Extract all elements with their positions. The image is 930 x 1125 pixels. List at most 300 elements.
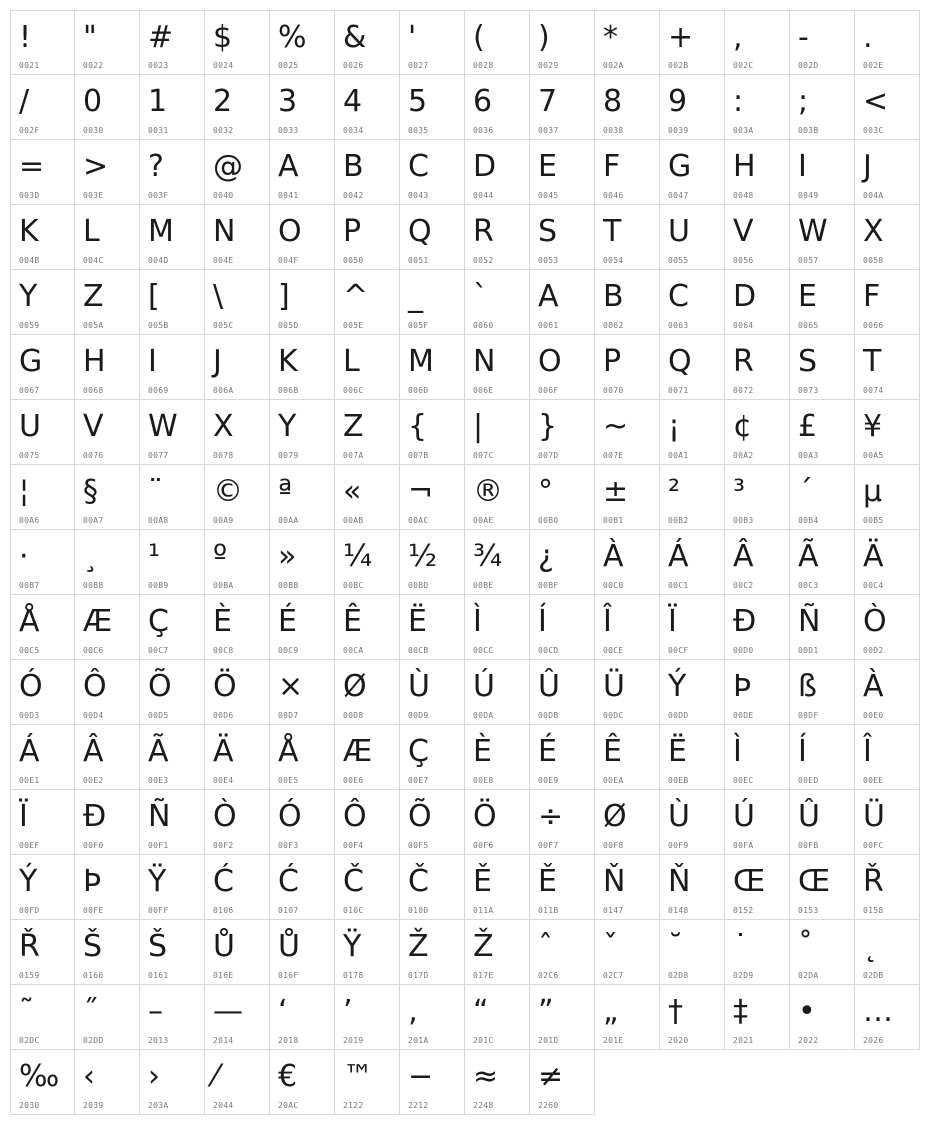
glyph-char: V — [733, 214, 754, 249]
glyph-codepoint: 016E — [213, 971, 234, 980]
glyph-cell — [530, 205, 595, 270]
glyph-cell — [270, 790, 335, 855]
glyph-codepoint: 010D — [408, 906, 429, 915]
glyph-char: Ã — [798, 539, 819, 574]
glyph-char: Â — [83, 734, 104, 769]
glyph-codepoint: 0106 — [213, 906, 234, 915]
glyph-char: T — [603, 214, 622, 249]
glyph-cell — [465, 465, 530, 530]
glyph-cell — [855, 335, 920, 400]
glyph-char: Ý — [19, 864, 38, 899]
glyph-codepoint: 002F — [19, 126, 40, 135]
glyph-codepoint: 00BE — [473, 581, 494, 590]
glyph-cell — [205, 270, 270, 335]
glyph-cell — [140, 790, 205, 855]
glyph-cell — [400, 400, 465, 465]
glyph-char: Ř — [19, 929, 40, 964]
glyph-char: Í — [538, 604, 547, 639]
glyph-cell — [140, 660, 205, 725]
glyph-cell — [270, 400, 335, 465]
glyph-codepoint: 0074 — [863, 386, 884, 395]
glyph-codepoint: 2019 — [343, 1036, 364, 1045]
glyph-codepoint: 0058 — [863, 256, 884, 265]
glyph-codepoint: 00AC — [408, 516, 429, 525]
glyph-char: ˛ — [863, 929, 878, 964]
glyph-char: S — [798, 344, 818, 379]
glyph-cell — [10, 10, 75, 75]
glyph-cell — [140, 335, 205, 400]
glyph-cell — [725, 790, 790, 855]
glyph-cell — [270, 465, 335, 530]
glyph-char: Ó — [19, 669, 43, 704]
glyph-char: ⁄ — [213, 1059, 219, 1094]
glyph-char: * — [603, 20, 618, 55]
glyph-cell — [660, 595, 725, 660]
glyph-char: W — [148, 409, 178, 444]
glyph-char: U — [668, 214, 690, 249]
glyph-cell — [595, 985, 660, 1050]
glyph-char: F — [863, 279, 881, 314]
glyph-codepoint: 0158 — [863, 906, 884, 915]
glyph-codepoint: 00DF — [798, 711, 819, 720]
glyph-cell — [465, 595, 530, 660]
glyph-char: Ú — [733, 799, 755, 834]
glyph-char: [ — [148, 279, 160, 314]
glyph-char: Ò — [863, 604, 887, 639]
glyph-cell — [790, 335, 855, 400]
glyph-cell — [270, 75, 335, 140]
glyph-char: © — [213, 474, 243, 509]
glyph-char: Ë — [408, 604, 427, 639]
glyph-codepoint: 00F6 — [473, 841, 494, 850]
glyph-codepoint: 00C3 — [798, 581, 819, 590]
glyph-cell — [465, 140, 530, 205]
glyph-char: ˝ — [83, 994, 98, 1029]
glyph-codepoint: 0079 — [278, 451, 299, 460]
glyph-char: Ě — [473, 864, 492, 899]
glyph-codepoint: 00FB — [798, 841, 819, 850]
glyph-char: A — [538, 279, 559, 314]
glyph-char: « — [343, 474, 362, 509]
glyph-cell — [400, 205, 465, 270]
glyph-char: Đ — [733, 604, 757, 639]
glyph-codepoint: 00E0 — [863, 711, 884, 720]
glyph-cell — [270, 725, 335, 790]
glyph-char: † — [668, 994, 683, 1029]
glyph-cell — [270, 205, 335, 270]
glyph-codepoint: 0023 — [148, 61, 169, 70]
glyph-char: M — [148, 214, 174, 249]
glyph-char: C — [408, 149, 429, 184]
glyph-cell — [790, 10, 855, 75]
glyph-codepoint: 203A — [148, 1101, 169, 1110]
glyph-cell — [725, 595, 790, 660]
glyph-cell — [725, 140, 790, 205]
glyph-cell — [270, 270, 335, 335]
glyph-codepoint: 0062 — [603, 321, 624, 330]
glyph-cell — [595, 400, 660, 465]
glyph-char: % — [278, 20, 307, 55]
glyph-char: Ô — [83, 669, 107, 704]
glyph-char: Ò — [213, 799, 237, 834]
glyph-cell — [75, 725, 140, 790]
glyph-char: ˚ — [798, 929, 813, 964]
glyph-cell — [75, 530, 140, 595]
glyph-cell — [790, 530, 855, 595]
glyph-cell — [595, 335, 660, 400]
glyph-char: Ô — [343, 799, 367, 834]
glyph-char: D — [733, 279, 757, 314]
glyph-codepoint: 0027 — [408, 61, 429, 70]
glyph-codepoint: 0153 — [798, 906, 819, 915]
glyph-cell — [595, 790, 660, 855]
glyph-char: 7 — [538, 84, 558, 119]
glyph-char: _ — [408, 279, 423, 314]
glyph-codepoint: 0068 — [83, 386, 104, 395]
glyph-codepoint: 00E3 — [148, 776, 169, 785]
glyph-codepoint: 0078 — [213, 451, 234, 460]
glyph-char: ( — [473, 20, 485, 55]
glyph-codepoint: 0071 — [668, 386, 689, 395]
glyph-cell — [725, 725, 790, 790]
glyph-codepoint: 00B8 — [83, 581, 104, 590]
glyph-char: L — [83, 214, 100, 249]
glyph-codepoint: 00CE — [603, 646, 624, 655]
glyph-codepoint: 00AB — [343, 516, 364, 525]
glyph-cell — [855, 400, 920, 465]
glyph-cell — [660, 465, 725, 530]
glyph-cell — [270, 140, 335, 205]
glyph-cell — [660, 400, 725, 465]
glyph-codepoint: 017D — [408, 971, 429, 980]
glyph-char: 2 — [213, 84, 233, 119]
glyph-char: ~ — [603, 409, 629, 444]
glyph-codepoint: 004F — [278, 256, 299, 265]
glyph-cell — [75, 400, 140, 465]
glyph-char: Š — [83, 929, 103, 964]
glyph-char: E — [798, 279, 817, 314]
glyph-cell — [270, 855, 335, 920]
glyph-cell — [790, 920, 855, 985]
glyph-char: Ì — [473, 604, 482, 639]
glyph-cell — [530, 790, 595, 855]
glyph-cell — [10, 1050, 75, 1115]
glyph-cell — [660, 205, 725, 270]
glyph-codepoint: 00D9 — [408, 711, 429, 720]
glyph-codepoint: 2122 — [343, 1101, 364, 1110]
glyph-codepoint: 2212 — [408, 1101, 429, 1110]
glyph-cell — [400, 1050, 465, 1115]
glyph-codepoint: 00BC — [343, 581, 364, 590]
glyph-codepoint: 0073 — [798, 386, 819, 395]
glyph-codepoint: 003D — [19, 191, 40, 200]
glyph-char: ± — [603, 474, 629, 509]
glyph-cell — [75, 75, 140, 140]
glyph-char: Æ — [343, 734, 373, 769]
glyph-codepoint: 02D8 — [668, 971, 689, 980]
glyph-codepoint: 00F8 — [603, 841, 624, 850]
glyph-char: Y — [278, 409, 297, 444]
glyph-char: … — [863, 994, 893, 1029]
glyph-codepoint: 00B4 — [798, 516, 819, 525]
glyph-char: Z — [83, 279, 104, 314]
glyph-char: Õ — [148, 669, 172, 704]
glyph-cell — [140, 920, 205, 985]
glyph-codepoint: 011B — [538, 906, 559, 915]
glyph-char: Ï — [668, 604, 677, 639]
glyph-cell — [465, 530, 530, 595]
glyph-cell — [270, 10, 335, 75]
glyph-codepoint: 00DD — [668, 711, 689, 720]
glyph-cell — [205, 595, 270, 660]
glyph-char: ¦ — [19, 474, 30, 509]
glyph-codepoint: 016F — [278, 971, 299, 980]
glyph-cell — [530, 920, 595, 985]
glyph-cell — [855, 205, 920, 270]
glyph-codepoint: 006D — [408, 386, 429, 395]
glyph-cell — [725, 400, 790, 465]
glyph-codepoint: 003A — [733, 126, 754, 135]
glyph-char: ! — [19, 20, 32, 55]
glyph-char: À — [603, 539, 624, 574]
glyph-cell — [400, 335, 465, 400]
glyph-cell — [205, 660, 270, 725]
glyph-codepoint: 0159 — [19, 971, 40, 980]
glyph-codepoint: 0055 — [668, 256, 689, 265]
glyph-cell — [335, 855, 400, 920]
glyph-codepoint: 2030 — [19, 1101, 40, 1110]
glyph-codepoint: 20AC — [278, 1101, 299, 1110]
glyph-cell — [660, 10, 725, 75]
glyph-char: Š — [148, 929, 168, 964]
glyph-codepoint: 007D — [538, 451, 559, 460]
glyph-char: B — [343, 149, 364, 184]
glyph-codepoint: 00F2 — [213, 841, 234, 850]
glyph-codepoint: 00EC — [733, 776, 754, 785]
glyph-codepoint: 00D1 — [798, 646, 819, 655]
glyph-codepoint: 002E — [863, 61, 884, 70]
glyph-char: Û — [798, 799, 820, 834]
glyph-char: ˜ — [19, 994, 34, 1029]
glyph-char: ‡ — [733, 994, 748, 1029]
glyph-char: ¨ — [148, 474, 163, 509]
glyph-char: Í — [798, 734, 807, 769]
glyph-char: „ — [603, 994, 619, 1029]
glyph-codepoint: 0152 — [733, 906, 754, 915]
glyph-cell — [660, 920, 725, 985]
glyph-codepoint: 0049 — [798, 191, 819, 200]
glyph-codepoint: 00E5 — [278, 776, 299, 785]
glyph-grid — [10, 10, 920, 1115]
glyph-cell — [855, 530, 920, 595]
glyph-codepoint: 0028 — [473, 61, 494, 70]
glyph-cell — [530, 530, 595, 595]
glyph-char: ª — [278, 474, 293, 509]
glyph-char: H — [733, 149, 756, 184]
glyph-codepoint: 00BA — [213, 581, 234, 590]
glyph-cell — [205, 400, 270, 465]
glyph-char: & — [343, 20, 367, 55]
glyph-char: ¥ — [863, 409, 883, 444]
glyph-char: ÷ — [538, 799, 564, 834]
glyph-char: X — [213, 409, 234, 444]
glyph-codepoint: 00B9 — [148, 581, 169, 590]
glyph-char: Đ — [83, 799, 107, 834]
glyph-cell — [335, 400, 400, 465]
glyph-cell — [400, 140, 465, 205]
glyph-char: Þ — [733, 669, 752, 704]
glyph-char: ¡ — [668, 409, 681, 444]
glyph-char: N — [213, 214, 236, 249]
glyph-codepoint: 00E8 — [473, 776, 494, 785]
glyph-codepoint: 00F5 — [408, 841, 429, 850]
glyph-codepoint: 00C2 — [733, 581, 754, 590]
glyph-cell — [10, 790, 75, 855]
glyph-codepoint: 0056 — [733, 256, 754, 265]
glyph-char: Þ — [83, 864, 102, 899]
glyph-char: > — [83, 149, 109, 184]
glyph-cell — [400, 75, 465, 140]
glyph-char: Á — [19, 734, 40, 769]
glyph-char: # — [148, 20, 174, 55]
glyph-cell — [790, 985, 855, 1050]
glyph-codepoint: 00B7 — [19, 581, 40, 590]
glyph-char: Ù — [668, 799, 690, 834]
glyph-char: ^ — [343, 279, 369, 314]
glyph-codepoint: 011A — [473, 906, 494, 915]
glyph-cell — [530, 985, 595, 1050]
glyph-codepoint: 00EA — [603, 776, 624, 785]
glyph-char: À — [863, 669, 884, 704]
glyph-codepoint: 004B — [19, 256, 40, 265]
glyph-cell — [595, 10, 660, 75]
glyph-cell — [140, 75, 205, 140]
glyph-codepoint: 0148 — [668, 906, 689, 915]
glyph-cell — [725, 335, 790, 400]
glyph-char: B — [603, 279, 624, 314]
glyph-codepoint: 0060 — [473, 321, 494, 330]
glyph-char: Ä — [213, 734, 234, 769]
glyph-codepoint: 002C — [733, 61, 754, 70]
glyph-codepoint: 0065 — [798, 321, 819, 330]
glyph-codepoint: 0030 — [83, 126, 104, 135]
glyph-codepoint: 0042 — [343, 191, 364, 200]
glyph-cell — [790, 270, 855, 335]
glyph-cell — [530, 660, 595, 725]
glyph-char: ] — [278, 279, 290, 314]
glyph-codepoint: 0147 — [603, 906, 624, 915]
glyph-cell — [660, 660, 725, 725]
glyph-cell — [75, 1050, 140, 1115]
glyph-cell — [855, 660, 920, 725]
glyph-char: É — [538, 734, 557, 769]
glyph-codepoint: 00B5 — [863, 516, 884, 525]
glyph-codepoint: 0022 — [83, 61, 104, 70]
glyph-cell — [465, 725, 530, 790]
glyph-codepoint: 00A2 — [733, 451, 754, 460]
glyph-char: Ç — [408, 734, 429, 769]
glyph-codepoint: 0037 — [538, 126, 559, 135]
glyph-char: G — [668, 149, 692, 184]
glyph-cell — [140, 140, 205, 205]
glyph-char: , — [733, 20, 743, 55]
glyph-codepoint: 005D — [278, 321, 299, 330]
glyph-codepoint: 00B2 — [668, 516, 689, 525]
glyph-cell — [335, 270, 400, 335]
glyph-char: R — [733, 344, 754, 379]
glyph-cell — [855, 140, 920, 205]
glyph-codepoint: 00A9 — [213, 516, 234, 525]
glyph-char: ¬ — [408, 474, 434, 509]
glyph-cell — [660, 855, 725, 920]
glyph-char: Ÿ — [148, 864, 167, 899]
glyph-char: µ — [863, 474, 883, 509]
glyph-char: ? — [148, 149, 164, 184]
glyph-char: ¿ — [538, 539, 554, 574]
glyph-codepoint: 002B — [668, 61, 689, 70]
glyph-cell — [530, 595, 595, 660]
glyph-char: É — [278, 604, 297, 639]
glyph-char: Ň — [668, 864, 691, 899]
glyph-cell — [725, 530, 790, 595]
glyph-cell — [855, 985, 920, 1050]
glyph-cell — [465, 790, 530, 855]
glyph-char: ˇ — [603, 929, 618, 964]
glyph-cell — [205, 335, 270, 400]
glyph-codepoint: 00A8 — [148, 516, 169, 525]
glyph-cell — [465, 985, 530, 1050]
glyph-codepoint: 0046 — [603, 191, 624, 200]
glyph-cell — [400, 10, 465, 75]
glyph-codepoint: 00C6 — [83, 646, 104, 655]
glyph-cell — [595, 465, 660, 530]
glyph-cell — [75, 140, 140, 205]
glyph-cell — [725, 270, 790, 335]
glyph-codepoint: 0053 — [538, 256, 559, 265]
glyph-char: Å — [278, 734, 299, 769]
glyph-codepoint: 0021 — [19, 61, 40, 70]
glyph-codepoint: 0161 — [148, 971, 169, 980]
glyph-cell — [140, 465, 205, 530]
glyph-char: · — [19, 539, 29, 574]
glyph-cell — [75, 595, 140, 660]
glyph-char: – — [148, 994, 163, 1029]
glyph-codepoint: 00AE — [473, 516, 494, 525]
glyph-codepoint: 00C1 — [668, 581, 689, 590]
glyph-codepoint: 006A — [213, 386, 234, 395]
glyph-codepoint: 00C4 — [863, 581, 884, 590]
glyph-cell — [855, 10, 920, 75]
glyph-codepoint: 0043 — [408, 191, 429, 200]
glyph-cell — [270, 920, 335, 985]
glyph-codepoint: 0039 — [668, 126, 689, 135]
glyph-char: ; — [798, 84, 809, 119]
glyph-char: ¾ — [473, 539, 503, 574]
glyph-char: £ — [798, 409, 818, 444]
glyph-cell — [270, 985, 335, 1050]
glyph-char: Ç — [148, 604, 169, 639]
glyph-cell — [140, 400, 205, 465]
glyph-cell — [75, 270, 140, 335]
glyph-codepoint: 00C5 — [19, 646, 40, 655]
glyph-char: • — [798, 994, 816, 1029]
glyph-char: — — [213, 994, 243, 1029]
glyph-cell — [140, 595, 205, 660]
glyph-codepoint: 02DB — [863, 971, 884, 980]
glyph-cell — [400, 985, 465, 1050]
glyph-char: Î — [863, 734, 872, 769]
glyph-char: “ — [473, 994, 489, 1029]
